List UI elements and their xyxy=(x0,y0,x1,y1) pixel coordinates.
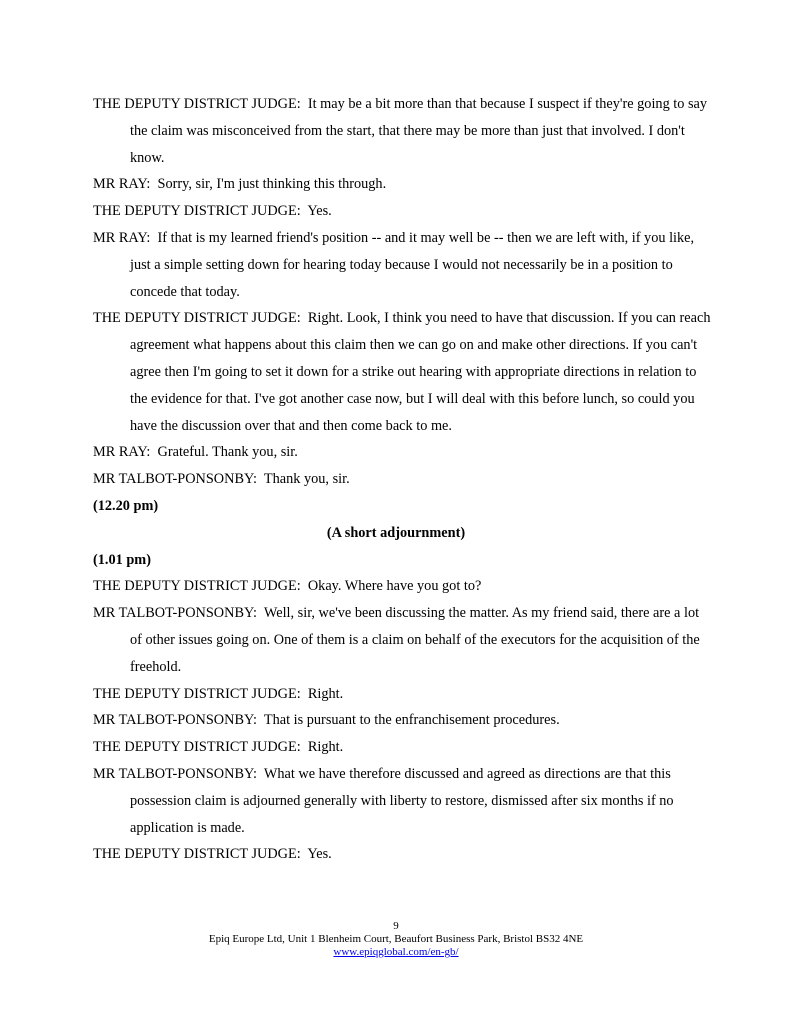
transcript-entry xyxy=(93,439,713,466)
speech-text: Thank you, sir. xyxy=(263,471,350,488)
speech-text: Sorry, sir, I'm just thinking this through. xyxy=(157,176,387,193)
speech-text: Right. Look, I think you need to have that discussion. If you can reach agreement what happens about this claim then we can go on and make other directions. If you can't agree then I'm going to set it down for a strike out hearing with appropriate directions in relation to the evidence for that. I've got another case now, but I will deal with this before lunch, so could you have the discussion over that and then come back to me. xyxy=(130,310,711,434)
speaker-name: THE DEPUTY DISTRICT JUDGE: xyxy=(93,846,301,863)
speaker-name: MR TALBOT-PONSONBY: xyxy=(93,471,257,488)
speech-text: Well, sir, we've been discussing the matter. As my friend said, there are a lot of other issues going on. One of them is a claim on behalf of the executors for the acquisition of the freehold. xyxy=(130,605,700,675)
transcript-entry xyxy=(93,573,713,600)
transcript-entry xyxy=(93,600,713,680)
speech-text: Grateful. Thank you, sir. xyxy=(157,444,298,461)
speech-text: Right. xyxy=(307,685,344,702)
timestamp: (1.01 pm) xyxy=(93,551,151,568)
speech-text: It may be a bit more than that because I suspect if they're going to say the claim was misconceived from the start, that there may be more than just that involved. I don't know. xyxy=(130,96,708,166)
transcript-entry xyxy=(93,734,713,761)
page-number: 9 xyxy=(393,920,399,932)
speech-text: Yes. xyxy=(307,846,332,863)
page-footer xyxy=(0,920,792,959)
speaker-name: MR RAY: xyxy=(93,229,151,246)
speaker-name: THE DEPUTY DISTRICT JUDGE: xyxy=(93,578,301,595)
speaker-name: THE DEPUTY DISTRICT JUDGE: xyxy=(93,96,301,112)
transcript-entry xyxy=(93,707,713,734)
footer-address: Epiq Europe Ltd, Unit 1 Blenheim Court, Beaufort Business Park, Bristol BS32 4NE xyxy=(208,933,584,945)
speech-text: That is pursuant to the enfranchisement procedures. xyxy=(263,712,560,729)
transcript-entry xyxy=(93,171,713,198)
speaker-name: THE DEPUTY DISTRICT JUDGE: xyxy=(93,203,301,220)
speaker-name: MR TALBOT-PONSONBY: xyxy=(93,765,257,782)
transcript-entry xyxy=(93,91,713,171)
transcript-entry xyxy=(93,761,713,841)
transcript-entry xyxy=(93,305,713,439)
speech-text: Right. xyxy=(307,739,344,756)
transcript-entry xyxy=(93,466,713,493)
speaker-name: MR RAY: xyxy=(93,444,151,461)
speaker-name: MR TALBOT-PONSONBY: xyxy=(93,712,257,729)
speech-text: Yes. xyxy=(307,203,332,220)
transcript-entry xyxy=(93,681,713,708)
transcript-body xyxy=(93,91,713,868)
transcript-entry xyxy=(93,225,713,305)
footer-link[interactable]: www.epiqglobal.com/en-gb/ xyxy=(333,946,459,958)
transcript-entry xyxy=(93,198,713,225)
speech-text: If that is my learned friend's position -- and it may well be -- then we are left with, if you like, just a simple setting down for hearing today because I would not necessarily be in a position to concede that today. xyxy=(130,229,695,300)
speech-text: What we have therefore discussed and agreed as directions are that this possession claim is adjourned generally with liberty to restore, dismissed after six months if no application is made. xyxy=(130,765,674,836)
transcript-entry xyxy=(93,841,713,868)
speaker-name: MR RAY: xyxy=(93,176,151,193)
speaker-name: THE DEPUTY DISTRICT JUDGE: xyxy=(93,685,301,702)
timestamp: (12.20 pm) xyxy=(93,497,159,514)
speaker-name: THE DEPUTY DISTRICT JUDGE: xyxy=(93,310,301,327)
speech-text: Okay. Where have you got to? xyxy=(307,578,482,595)
speaker-name: THE DEPUTY DISTRICT JUDGE: xyxy=(93,739,301,756)
adjournment-note: (A short adjournment) xyxy=(326,524,466,541)
speaker-name: MR TALBOT-PONSONBY: xyxy=(93,605,257,622)
